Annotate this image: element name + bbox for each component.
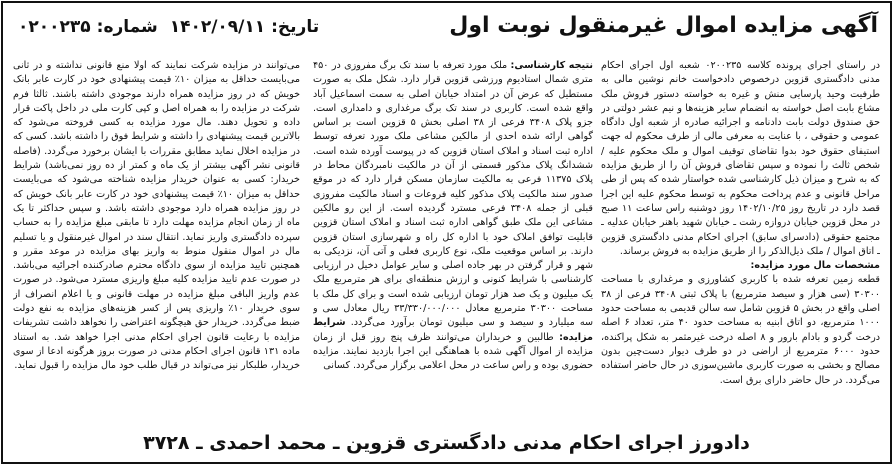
middle-column — [313, 59, 593, 404]
auction-notice — [1, 1, 892, 464]
specs-paragraph: قطعه زمین تعرفه شده با کاربری کشاورزی و مرغداری با مساحت ۳۰۳۰۰ (سی هزار و سیصد مترمربع) با پلاک ثبتی ۳۴۰۸ فرعی از ۳۸ اصلی واقع در بخش ۵ قزوین شامل سه سالن قدیمی به مساحت حدود ۱۰۰۰ مترمربع، دو اتاق ابنیه به مساحت حدود ۴۰ متر، تعداد ۶ اصله درخت گردو و بادام بارور و ۸ اصله درخت غیرمثمر به شکل پراکنده، حدود ۶۰۰۰ مترمربع از اراضی در دو طرف دیوار دست‌چین بدون مصالح و بخشی به صورت کاربری ماشین‌سوزی در حال حاضر استفاده می‌گردد. در حال حاضر دارای برق است. — [601, 274, 880, 386]
intro-paragraph: در راستای اجرای پرونده کلاسه ۰۲۰۰۲۳۵ شعبه اول اجرای احکام مدنی دادگستری قزوین درخصوص دادخواست خانم نوشین مالی به طرفیت وحید پارسایی منش و غیره به خواسته دستور فروش ملک مشاع بابت اصل خواسته به انضمام سایر هزینه‌ها و نیم عشر دولتی در حق صندوق دولت بابت دادنامه و اجرائیه صادره از شعبه اول دادگاه عمومی و حقوقی ، با عنایت به معرفی مالی از طرف محکوم له جهت استیفای حقوق خود بدوا تقاضای توقیف اموال و ملک محکوم علیه / شخص ثالث را نموده و سپس تقاضای فروش آن را از طریق مزایده که به شرح و میزان ذیل کارشناسی شده خواستار شده که پس از طی مراحل قانونی و عدم پرداخت محکوم به توسط محکوم علیه این اجرا قصد دارد در تاریخ روز ۱۴۰۲/۱۰/۲۵ روز دوشنبه راس ساعت ۱۱ صبح در محل قزوین خیابان دروازه رشت ـ خیابان شهید باهنر خیابان عدلیه ـ مجتمع حقوقی (دادسرای سابق) اجرای احکام مدنی دادگستری قزوین ـ اتاق اموال / ملک ذیل‌الذکر را از طریق مزایده به فروش برساند. — [601, 60, 880, 257]
notice-meta — [15, 17, 322, 37]
date-label: تاریخ: — [271, 17, 320, 37]
conditions-continued-paragraph: می‌توانند در مزایده شرکت نمایند که اولا منع قانونی نداشته و در ثانی می‌بایست حداقل به میزان ۱۰٪ قیمت پیشنهادی خود در کارت عابر بانک خویش که در روز مزایده همراه دارند موجودی داشته باشند. ثالثا فرم شرکت در مزایده را به همراه اصل و کپی کارت ملی در داخل پاکت قرار داده و تحویل دهند. مال مورد مزایده به کسی فروخته می‌شود که بالاترین قیمت پیشنهادی را داشته و شرایط فوق را داشته باشد. کسی که در مزایده اخلال نماید مطابق مقررات با ایشان برخورد می‌گردد. (فاصله قانونی نشر آگهی بیشتر از یک ماه و کمتر از ده روز نمی‌باشد) شرایط خریدار: کسی به عنوان خریدار مزایده شناخته می‌شود که می‌بایست حداقل به میزان ۱۰٪ قیمت پیشنهادی خود در کارت عابر بانک خویش که در روز مزایده همراه دارد موجودی داشته باشد. و سپس حداکثر تا یک ماه از زمان انجام مزایده مهلت دارد تا مابقی مبلغ مزایده را به حساب سپرده دادگستری واریز نماید. انتقال سند در اموال غیرمنقول و یا تسلیم مال در اموال منقول منوط به واریز بهای مزایده در موعد مقرر و همچنین تایید مزایده از سوی دادگاه محترم صادرکننده اجرائیه می‌باشد. در صورت عدم تایید مزایده کلیه مبلغ واریزی مسترد می‌شود. در صورت عدم واریز الباقی مبلغ مزایده در مهلت قانونی و یا اعلام انصراف از سوی خریدار ۱۰٪ واریزی پس از کسر هزینه‌های مزایده به نفع دولت ضبط می‌گردد. خریدار حق هیچگونه اعتراضی را نخواهد داشت تشریفات مزایده با رعایت قانون اجرای احکام مدنی اجرا خواهد شد. به استناد ماده ۱۳۱ قانون اجرای احکام مدنی در صورت بروز هرگونه ادعا از سوی خریدار، طلبکار نیز می‌تواند در قبال طلب خود مال مزایده را قبول نماید. — [13, 60, 300, 372]
conditions-paragraph: طالبین و خریداران می‌توانند ظرف پنج روز قبل از زمان مزایده از اموال آگهی شده با هماهنگی این اجرا بازدید نمایند. مزایده حضوری بوده و راس ساعت در محل اعلامی برگزار می‌گردد. کسانی — [313, 331, 593, 372]
notice-header — [3, 13, 890, 57]
right-column — [601, 59, 880, 404]
number-value: ۰۲۰۰۲۳۵ — [18, 17, 91, 37]
left-column — [13, 59, 300, 404]
date-value: ۱۴۰۲/۰۹/۱۱ — [169, 17, 266, 37]
expert-result-paragraph: ملک مورد تعرفه با سند تک برگ مفروزی در ۴۵۰ متری شمال استادیوم ورزشی قزوین قرار دارد. شکل ملک به صورت مستطیل که عرض آن در امتداد خیابان اصلی به سمت اسماعیل آباد واقع شده است. کاربری در سند تک برگ مرغداری و دامداری است. جزو پلاک ۳۴۰۸ فرعی از ۳۸ اصلی بخش ۵ قزوین است بر اساس گواهی ارائه شده احدی از مالکین مشاعی ملک مورد تعرفه توسط اداره ثبت اسناد و املاک استان قزوین که در پیوست آورده شده است. ششدانگ پلاک مذکور قسمتی از آن در مالکیت نامبردگان محاط در پلاک ۱۱۳۷۵ فرعی به مالکیت سازمان مسکن قرار دارد که در موقع صدور سند مالکیت پلاک مذکور کلیه فروعات و اسناد مالکیت مفروزی قبلی از جمله ۳۴۰۸ فرعی مسترد گردیده است. از این رو مالکین مشاعی این ملک طبق گواهی اداره ثبت اسناد و املاک استان قزوین قابلیت توافق املاک خود با اداره کل راه و شهرسازی استان قزوین دارند. بر اساس موقعیت ملک، نوع کاربری فعلی و آتی آن، نزدیکی به شهر و قرار گرفتن در بهر جاده اصلی و سایر عوامل دخیل در ارزیابی کارشناسی با شرایط کنونی و ارزش منطقه‌ای برای هر مترمربع ملک یک میلیون و یک صد هزار تومان ارزیابی شده است و برای کل ملک با مساحت ۳۰۳۰۰ مترمربع معادل ۳۳/۳۳۰/۰۰۰/۰۰۰ ریال معادل سی و سه میلیارد و سیصد و سی میلیون تومان برآورد می‌گردد. — [313, 60, 593, 329]
expert-result-heading: نتیجه کارشناسی: — [510, 60, 593, 71]
conditions-heading: شرایط مزایده: — [313, 317, 593, 343]
notice-footer: دادورز اجرای احکام مدنی دادگستری قزوین ـ محمد احمدی ـ ۳۷۲۸ — [143, 432, 750, 454]
number-label: شماره: — [96, 17, 158, 37]
specs-heading: مشخصات مال مورد مزایده: — [750, 260, 880, 272]
notice-title: آگهی مزایده اموال غیرمنقول نوبت اول — [449, 13, 878, 38]
